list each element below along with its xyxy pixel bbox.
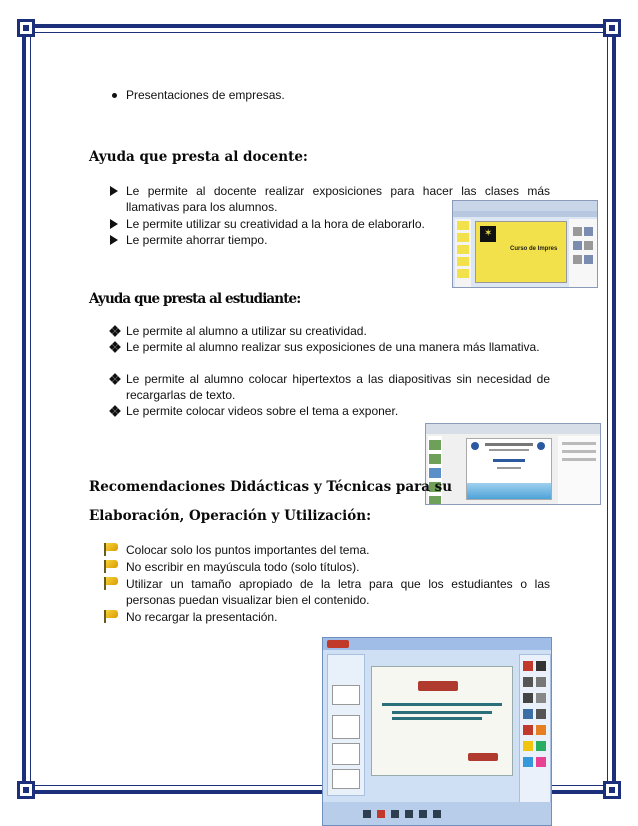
arrow-bullet-icon xyxy=(108,183,122,199)
heading-estudiante: Ayuda que presta al estudiante: xyxy=(89,291,301,307)
bullet-dot-icon xyxy=(108,87,122,103)
flag-bullet-icon xyxy=(108,609,122,625)
page-sorter xyxy=(327,654,365,796)
whiteboard-canvas xyxy=(371,666,513,776)
docente-item: Le permite utilizar su creatividad a la hora de elaborarlo. xyxy=(108,216,458,232)
app-logo xyxy=(327,640,349,648)
diamond-bullet-icon xyxy=(108,371,122,387)
border-corner-ornament xyxy=(603,781,621,799)
heading-recomendaciones-line1: Recomendaciones Didácticas y Técnicas para su xyxy=(89,479,453,495)
bottom-toolbar xyxy=(323,802,552,826)
side-panel xyxy=(569,219,597,287)
screenshot-slide-editor xyxy=(452,200,598,288)
border-corner-ornament xyxy=(603,19,621,37)
tool-palette xyxy=(519,654,551,806)
flag-bullet-icon xyxy=(108,576,122,592)
heading-docente: Ayuda que presta al docente: xyxy=(89,149,308,165)
flag-bullet-icon xyxy=(108,559,122,575)
slide-title: Curso de Impres xyxy=(510,246,558,252)
intro-bullet-item: Presentaciones de empresas. xyxy=(108,87,550,103)
docente-item: Le permite ahorrar tiempo. xyxy=(108,232,408,248)
docente-item: Le permite al docente realizar exposiciones para hacer las clases más llamativas para los alumnos. xyxy=(108,183,550,215)
menu-bar xyxy=(453,201,598,211)
slide-canvas xyxy=(475,221,567,283)
border-corner-ornament xyxy=(17,19,35,37)
recomendacion-item: Utilizar un tamaño apropiado de la letra para que los estudiantes o las personas puedan visualizar bien el contenido. xyxy=(108,576,550,608)
heading-recomendaciones-line2: Elaboración, Operación y Utilización: xyxy=(89,508,372,524)
estudiante-item: Le permite al alumno a utilizar su creatividad. xyxy=(108,323,550,339)
ribbon xyxy=(426,424,601,434)
diamond-bullet-icon xyxy=(108,339,122,355)
recomendacion-item: No recargar la presentación. xyxy=(108,609,550,625)
estudiante-item: Le permite al alumno realizar sus exposiciones de una manera más llamativa. xyxy=(108,339,550,355)
estudiante-item: Le permite colocar videos sobre el tema a exponer. xyxy=(108,403,550,419)
thumbnail-panel xyxy=(455,219,471,287)
arrow-bullet-icon xyxy=(108,216,122,232)
diamond-bullet-icon xyxy=(108,403,122,419)
toolbar xyxy=(453,211,598,217)
slide-canvas xyxy=(466,438,552,500)
top-bar xyxy=(323,638,552,650)
screenshot-whiteboard-software xyxy=(322,637,552,826)
flag-bullet-icon xyxy=(108,542,122,558)
border-corner-ornament xyxy=(17,781,35,799)
diamond-bullet-icon xyxy=(108,323,122,339)
recomendacion-item: Colocar solo los puntos importantes del tema. xyxy=(108,542,550,558)
arrow-bullet-icon xyxy=(108,232,122,248)
side-panel xyxy=(558,436,600,504)
recomendacion-item: No escribir en mayúscula todo (solo títulos). xyxy=(108,559,550,575)
slide-logo: ✶ xyxy=(480,226,496,242)
estudiante-item: Le permite al alumno colocar hipertextos a las diapositivas sin necesidad de recargarlas de texto. xyxy=(108,371,550,403)
